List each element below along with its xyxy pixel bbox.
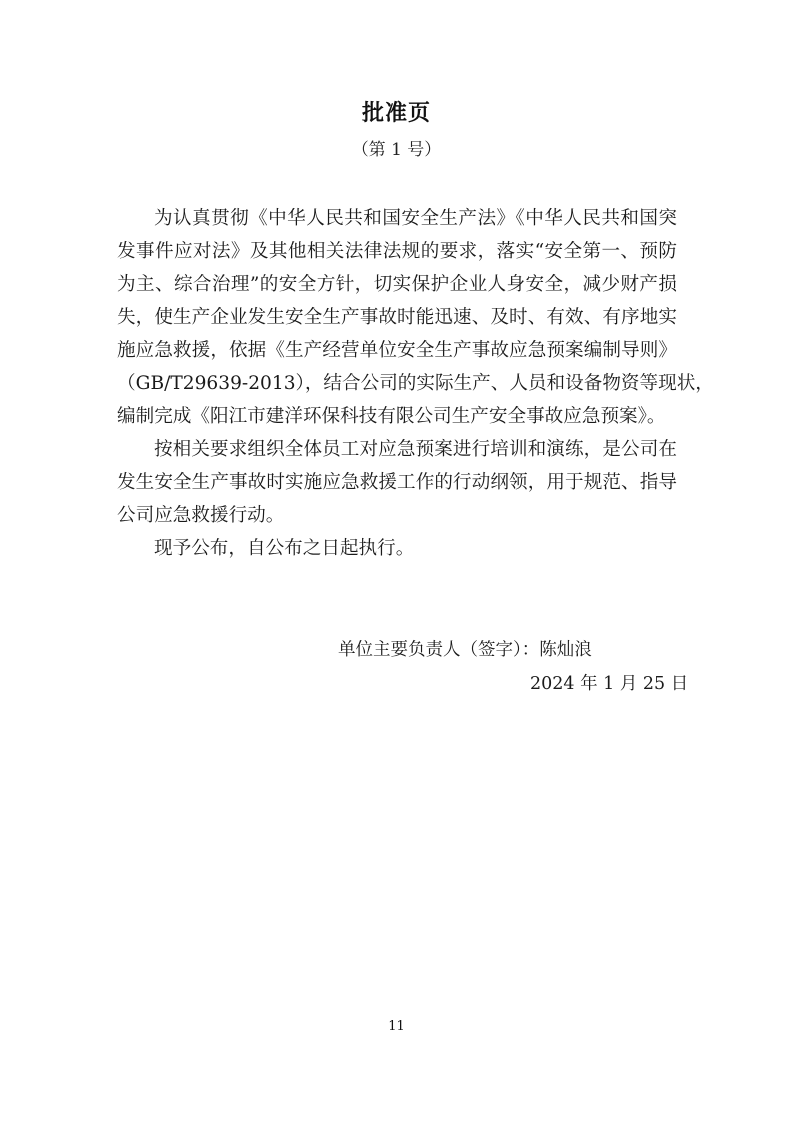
paragraph-1-line-3: 为主、综合治理”的安全方针，切实保护企业人身安全，减少财产损 xyxy=(117,274,677,295)
page-title: 批准页 xyxy=(361,100,431,126)
paragraph-2-line-2: 发生安全生产事故时实施应急救援工作的行动纲领，用于规范、指导 xyxy=(117,472,677,493)
approval-date: 2024 年 1 月 25 日 xyxy=(530,674,689,694)
document-number: （第 1 号） xyxy=(351,140,442,160)
page-number: 11 xyxy=(388,1019,405,1034)
paragraph-1-line-1: 为认真贯彻《中华人民共和国安全生产法》《中华人民共和国突 xyxy=(154,208,677,229)
paragraph-1-line-7: 编制完成《阳江市建洋环保科技有限公司生产安全事故应急预案》。 xyxy=(117,406,666,427)
paragraph-2-line-3: 公司应急救援行动。 xyxy=(117,505,285,526)
signature-line: 单位主要负责人（签字）：陈灿浪 xyxy=(338,640,592,660)
paragraph-3-line-1: 现予公布，自公布之日起执行。 xyxy=(154,538,415,559)
paragraph-2-line-1: 按相关要求组织全体员工对应急预案进行培训和演练，是公司在 xyxy=(154,439,677,460)
paragraph-1-line-4: 失，使生产企业发生安全生产事故时能迅速、及时、有效、有序地实 xyxy=(117,307,677,328)
paragraph-1-line-6: （GB/T29639-2013），结合公司的实际生产、人员和设备物资等现状， xyxy=(117,373,714,394)
paragraph-1-line-2: 发事件应对法》及其他相关法律法规的要求，落实“安全第一、预防 xyxy=(117,241,677,262)
paragraph-1-line-5: 施应急救援，依据《生产经营单位安全生产事故应急预案编制导则》 xyxy=(117,340,677,361)
document-body xyxy=(117,202,714,565)
